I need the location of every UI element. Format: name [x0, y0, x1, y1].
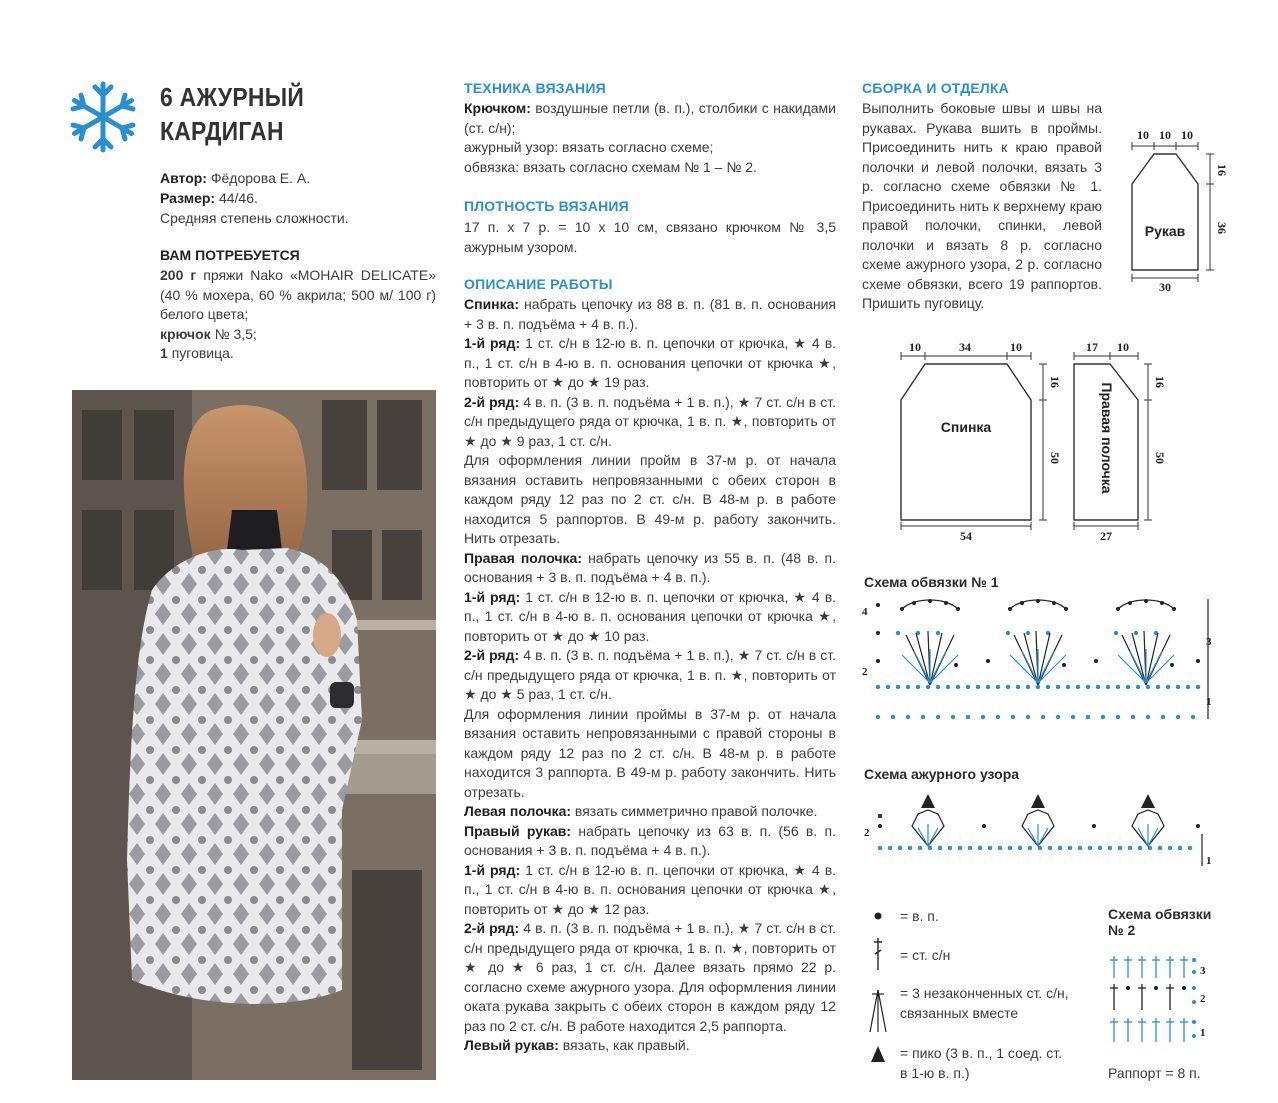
- sleeve-top-1: 10: [1137, 128, 1149, 142]
- yarn-text: пряжи Nako «MOHAIR DELICATE» (40 % мохера, 60 % акрила; 500 м/ 100 г) белого цвета;: [160, 267, 436, 322]
- rf-row1-label: 1-й ряд:: [464, 588, 521, 605]
- left-sleeve-label: Левый рукав:: [464, 1037, 559, 1053]
- edging1-row-1: 1: [1206, 696, 1212, 708]
- edging1-row-2: 2: [862, 666, 868, 678]
- assembly-paragraph: Выполнить боковые швы и швы на рукавах. Рукава вшить в проймы. Присоединить нить к краю правой полочки и левой полочки, вязать 3 р. согласно схеме обвязки № 1. Присоединить нить к верхнему краю правой полочки, спинки, левой полочки и вязать 8 р. согласно схеме ажурного узора, 2 р. согласно схеме обвязки, всего 19 раппортов. Пришить пуговицу.: [862, 100, 1102, 311]
- lace-title: Схема ажурного узора: [864, 766, 1020, 782]
- rf-row1-text: 1 ст. с/н в 12-ю в. п. цепочки от крючка, ★ 4 в. п., 1 ст. с/н в 4-ю в. п. основания цепочки от крючка ★, повторить от ★ до ★ 10 раз.: [464, 588, 837, 644]
- repeat-note: Раппорт = 8 п.: [1108, 1065, 1201, 1081]
- back-top-1: 10: [909, 340, 921, 354]
- density-paragraph: 17 п. х 7 р. = 10 х 10 см, связано крючком № 3,5 ажурным узором.: [464, 219, 836, 255]
- lace-row-2: 2: [864, 827, 870, 839]
- density-text: [464, 218, 836, 257]
- description-heading: ОПИСАНИЕ РАБОТЫ: [464, 276, 613, 292]
- rs-row1-label: 1-й ряд:: [464, 861, 521, 878]
- legend-picot-line-1: = пико (3 в. п., 1 соед. ст.: [900, 1045, 1063, 1061]
- difficulty: Средняя степень сложности.: [160, 210, 349, 226]
- picot-symbol-icon: [871, 1046, 885, 1062]
- back-side-top: 16: [1048, 376, 1062, 388]
- left-sleeve-text: вязать, как правый.: [562, 1037, 690, 1053]
- sleeve-bottom: 30: [1159, 280, 1171, 294]
- edging1-row-3: 3: [1206, 636, 1212, 648]
- lace-diagram: [858, 790, 1228, 870]
- size-value: 44/46.: [218, 190, 258, 206]
- assembly-heading: СБОРКА И ОТДЕЛКА: [862, 80, 1009, 96]
- author-label: Автор:: [160, 170, 207, 186]
- page-title: [160, 80, 304, 148]
- materials-list: [160, 266, 436, 364]
- dc-symbol-icon: [874, 938, 882, 970]
- snowflake-icon: [68, 80, 138, 154]
- rf-row2-label: 2-й ряд:: [464, 647, 520, 663]
- legend-dc: = ст. с/н: [900, 947, 951, 963]
- yarn-amount: 200 г: [160, 267, 197, 283]
- edging2-title-line-1: Схема обвязки: [1108, 906, 1212, 922]
- lace-row-1: 1: [1206, 855, 1212, 867]
- edging1-row-4: 4: [862, 606, 868, 618]
- front-bottom: 27: [1100, 529, 1112, 543]
- back-row1-label: 1-й ряд:: [464, 335, 521, 351]
- back-row1-text: 1 ст. с/н в 12-ю в. п. цепочки от крючка, ★ 4 в. п., 1 ст. с/н в 4-ю в. п. основания цепочки от крючка ★, повторить от ★ до ★ 19 раз.: [464, 335, 837, 390]
- button-text: пуговица.: [171, 345, 234, 361]
- size-line: [160, 188, 258, 208]
- rs-row2-label: 2-й ряд:: [464, 920, 520, 936]
- technique-heading: ТЕХНИКА ВЯЗАНИЯ: [464, 80, 606, 96]
- sleeve-side-top: 16: [1215, 164, 1229, 176]
- front-top-2: 10: [1117, 340, 1129, 354]
- edging2-row-2: 2: [1200, 993, 1206, 1005]
- sleeve-side-total: 36: [1215, 222, 1229, 234]
- technique-hook-text: воздушные петли (в. п.), столбики с накидами (ст. с/н);: [464, 100, 836, 136]
- legend-dc3tog-line-2: связанных вместе: [900, 1004, 1019, 1021]
- right-sleeve-label: Правый рукав:: [464, 822, 572, 839]
- right-front-text: набрать цепочку из 55 в. п. (48 в. п. основания + 3 в. п. подъёма + 4 в. п.).: [464, 549, 836, 585]
- left-front-label: Левая полочка:: [464, 803, 572, 819]
- dc3tog-symbol-icon: [870, 990, 886, 1032]
- title-line-2: КАРДИГАН: [160, 116, 284, 146]
- density-heading: ПЛОТНОСТЬ ВЯЗАНИЯ: [464, 198, 629, 214]
- technique-hook-label: Крючком:: [464, 100, 531, 116]
- sleeve-top-2: 10: [1159, 128, 1171, 142]
- back-text: набрать цепочку из 88 в. п. (81 в. п. основания + 3 в. п. подъёма + 4 в. п.).: [464, 296, 836, 332]
- author-line: [160, 168, 310, 188]
- edging2-title: [1108, 906, 1211, 938]
- back-label: Спинка:: [464, 296, 520, 312]
- edging2-title-line-2: № 2: [1108, 922, 1136, 938]
- back-side-total: 50: [1048, 452, 1062, 464]
- assembly-text: [862, 99, 1102, 314]
- author-value: Фёдорова Е. А.: [210, 170, 311, 186]
- right-front-label: Правая полочка:: [464, 549, 582, 566]
- legend-picot-line-2: в 1-ю в. п.): [900, 1064, 970, 1081]
- rs-row1-text: 1 ст. с/н в 12-ю в. п. цепочки от крючка, ★ 4 в. п., 1 ст. с/н в 4-ю в. п. основания цепочки от крючка ★, повторить от ★ до ★ 12 раз.: [464, 861, 837, 917]
- edging2-row-1: 1: [1200, 1027, 1206, 1039]
- edging2-diagram: [1104, 952, 1214, 1052]
- sleeve-label: Рукав: [1144, 223, 1186, 239]
- sleeve-top-3: 10: [1181, 128, 1193, 142]
- back-pattern-diagram: [895, 338, 1065, 546]
- right-sleeve-text: набрать цепочку из 63 в. п. (56 в. п. основания + 3 в. п. подъёма + 4 в. п.).: [464, 822, 836, 858]
- legend-chain: = в. п.: [900, 908, 939, 924]
- edging1-title: Схема обвязки № 1: [864, 574, 999, 590]
- back-bottom: 54: [960, 529, 972, 543]
- back-top-3: 10: [1010, 340, 1022, 354]
- hook-value: № 3,5;: [214, 325, 257, 342]
- description-block: [464, 295, 836, 1056]
- technique-line-3: обвязка: вязать согласно схемам № 1 – № 2.: [464, 158, 757, 175]
- back-label: Спинка: [940, 419, 992, 435]
- front-pattern-diagram: [1068, 338, 1168, 546]
- front-side-total: 50: [1153, 452, 1167, 464]
- back-top-2: 34: [959, 340, 971, 354]
- legend-symbols: [868, 906, 890, 1076]
- button-count: 1: [160, 345, 168, 361]
- chain-symbol-icon: [875, 913, 882, 920]
- front-label: Правая полочка: [1099, 382, 1115, 494]
- rf-shaping: Для оформления линии проймы в 37-м р. от начала вязания оставить непровязанными с правой стороны в каждом ряду 12 раз по 2 ст. с/н. В 48-м р. в работе находится 3 раппорта. В 49-м р. работу закончить. Нить отрезать.: [464, 705, 836, 800]
- rf-row2-text: 4 в. п. (3 в. п. подъёма + 1 в. п.), ★ 7 ст. с/н в ст. с/н предыдущего ряда от крючка, 1 в. п. ★, повторить от ★ до ★ 5 раз, 1 ст. с/н.: [464, 647, 837, 702]
- technique-line-2: ажурный узор: вязать согласно схеме;: [464, 139, 714, 155]
- front-side-top: 16: [1153, 376, 1167, 388]
- legend-picot: [900, 1044, 1062, 1083]
- hook-label: крючок: [160, 325, 211, 342]
- size-label: Размер:: [160, 190, 216, 206]
- front-top-1: 17: [1086, 340, 1098, 354]
- left-front-text: вязать симметрично правой полочке.: [574, 803, 818, 819]
- sleeve-pattern-diagram: [1120, 124, 1240, 294]
- rs-row2-text: 4 в. п. (3 в. п. подъёма + 1 в. п.), ★ 7 ст. с/н в ст. с/н предыдущего ряда от крючка, 1 в. п. ★, повторить от ★ до ★ 6 раз, 1 ст. с/н. Далее вязать прямо 22 р. согласно схеме ажурного узора. Для оформления линии оката рукава закрыть с обеих сторон в каждом ряду 12 раз по 2 ст. с/н. В работе находится 2,5 раппорта.: [464, 920, 837, 1034]
- edging1-diagram: [858, 595, 1228, 725]
- materials-heading: ВАМ ПОТРЕБУЕТСЯ: [160, 247, 300, 263]
- title-line-1: 6 АЖУРНЫЙ: [160, 82, 305, 112]
- back-row2-text: 4 в. п. (3 в. п. подъёма + 1 в. п.), ★ 7 ст. с/н в ст. с/н предыдущего ряда от крючка, 1 в. п. ★, повторить от ★ до ★ 9 раз, 1 ст. с/н.: [464, 393, 837, 449]
- back-row2-label: 2-й ряд:: [464, 393, 520, 410]
- legend-dc3tog-line-1: = 3 незаконченных ст. с/н,: [900, 985, 1069, 1001]
- technique-block: [464, 99, 836, 177]
- cardigan-photo: [72, 390, 436, 1080]
- edging2-row-3: 3: [1200, 965, 1206, 977]
- back-shaping: Для оформления линии пройм в 37-м р. от начала вязания оставить непровязанными с обеих сторон в каждом ряду 12 раз по 2 ст. с/н. В 48-м р. в работе находится 5 раппортов. В 49-м р. работу закончить. Нить отрезать.: [464, 452, 836, 546]
- legend-dc3tog: [900, 984, 1069, 1023]
